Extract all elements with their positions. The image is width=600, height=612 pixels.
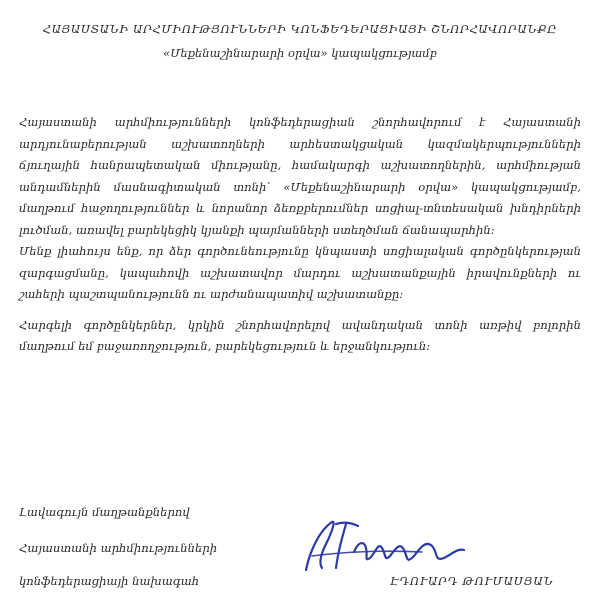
closing-position: կոնֆեդերացիայի նախագահ xyxy=(19,574,200,588)
closing-organization: Հայաստանի արհմիությունների xyxy=(19,541,218,555)
paragraph-congratulation: Հայաստանի արհմիությունների կոնֆեդերացիան շնորհավորում է Հայաստանի արդյունաբերության աշխատողների արհեստակցական կազմակերպությունների ճյուղային հանրապետական միությանը, համակարգի աշխատողներին, արհմիության անդամներին մասնագիտական տոնի՝ «Մեքենաշինարարի օրվա» կապակցությամբ, մաղթում հաջողություններ և նորանոր ձեռքբերումներ սոցիալ-տնտեսական խնդիրների լուծման, առավել բարեկեցիկ կյանքի պայմանների ստեղծման ճանապարհին: xyxy=(19,115,581,237)
closing-regards: Լավագույն մաղթանքներով xyxy=(19,505,190,519)
signer-name: ԷԴՈՒԱՐԴ ԹՈՒՄԱՍՅԱՆ xyxy=(390,574,554,588)
letter-subtitle: «Մեքենաշինարարի օրվա» կապակցությամբ xyxy=(163,46,437,60)
paragraph-hope: Մենք լիահույս ենք, որ ձեր գործունեությունը կնպաստի սոցիալական գործընկերության զարգացմանը, կապահովի աշխատավոր մարդու աշխատանքային իրավունքների ու շահերի պաշտպանությունն ու արժանապատիվ աշխատանքը: xyxy=(19,244,581,301)
letter-body xyxy=(19,112,581,358)
paragraph-wishes: Հարգելի գործընկերներ, կրկին շնորհավորելով ավանդական տոնի առթիվ բոլորին մաղթում եմ բաջառողջություն, բարեկեցություն և երջանկություն: xyxy=(19,317,581,353)
letter-title: ՀԱՅԱՍՏԱՆԻ ԱՐՀՄԻՈՒԹՅՈՒՆՆԵՐԻ ԿՈՆՖԵԴԵՐԱՑԻԱՅԻ ՇՆՈՐՀԱՎՈՐԱՆՔԸ xyxy=(42,22,558,36)
handwritten-signature xyxy=(292,512,477,582)
